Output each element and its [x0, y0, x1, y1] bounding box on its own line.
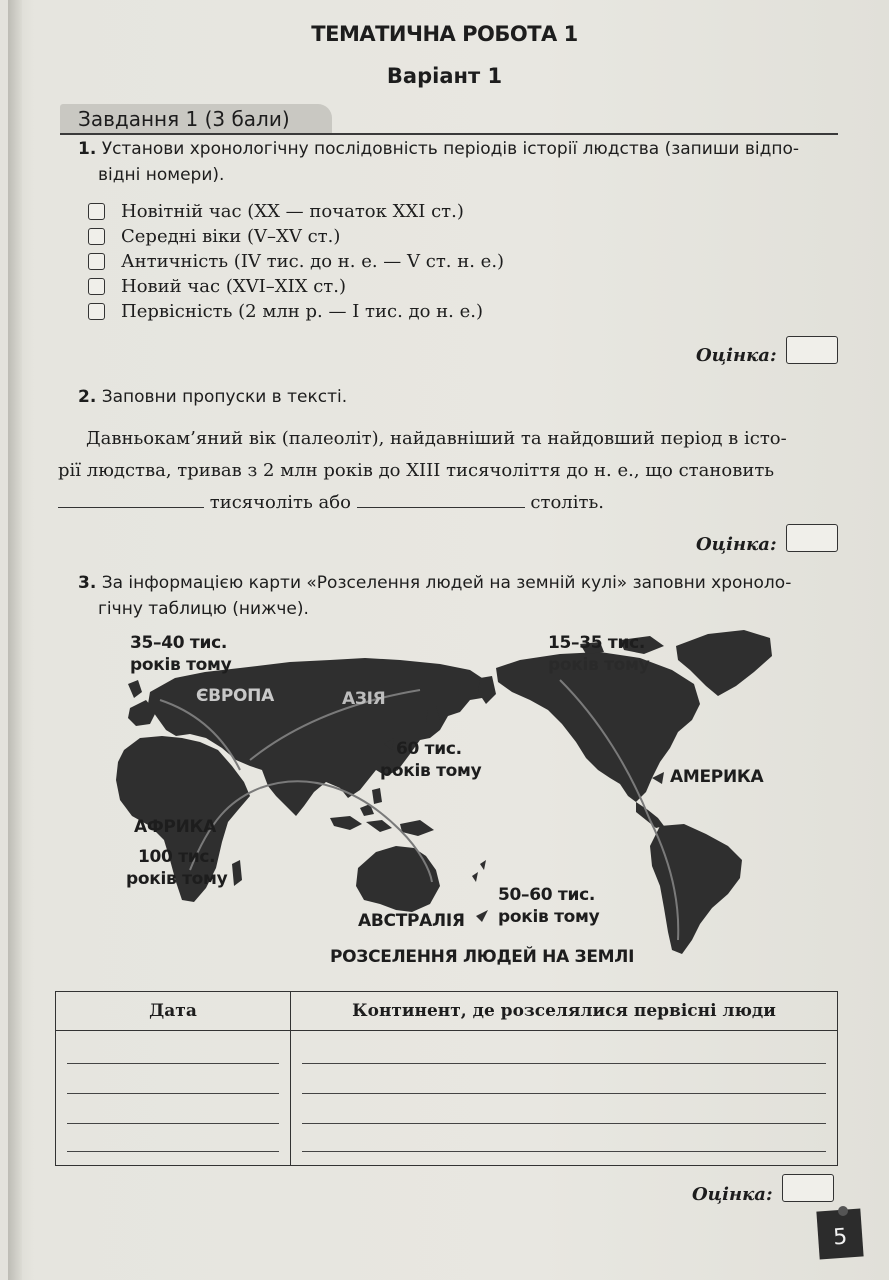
- continent-answer-lines[interactable]: [292, 1033, 836, 1163]
- question-1: [78, 136, 799, 163]
- answer-checkbox[interactable]: [88, 303, 105, 320]
- option-row[interactable]: [88, 224, 340, 249]
- date-cell[interactable]: [56, 1031, 291, 1166]
- answer-checkbox[interactable]: [88, 253, 105, 270]
- grade-label: Оцінка:: [696, 345, 777, 366]
- label-asia: АЗІЯ: [342, 689, 386, 709]
- new-zealand: [472, 860, 486, 882]
- question-2: [78, 384, 347, 411]
- page-title: ТЕМАТИЧНА РОБОТА 1: [311, 22, 578, 46]
- answer-line[interactable]: [67, 1093, 279, 1094]
- option-row[interactable]: [88, 249, 504, 274]
- continent-cell[interactable]: [291, 1031, 838, 1166]
- map-title: РОЗСЕЛЕННЯ ЛЮДЕЙ НА ЗЕМЛІ: [330, 947, 635, 967]
- chronology-table: [55, 991, 838, 1166]
- south-america-landmass: [650, 824, 742, 954]
- answer-line[interactable]: [302, 1093, 826, 1094]
- label-australia: АВСТРАЛІЯ: [358, 911, 465, 931]
- option-row[interactable]: [88, 299, 483, 324]
- answer-line[interactable]: [67, 1123, 279, 1124]
- column-header-date: Дата: [56, 992, 291, 1031]
- question-3: [78, 570, 791, 597]
- pin-icon: [838, 1206, 848, 1216]
- question-2-text: Заповни пропуски в тексті.: [101, 387, 348, 407]
- label-50-60-years: років тому: [498, 907, 600, 927]
- option-label: Новий час (XVI–XIX ст.): [121, 276, 347, 297]
- answer-checkbox[interactable]: [88, 203, 105, 220]
- option-label: Античність (IV тис. до н. е. — V ст. н. е.): [121, 251, 505, 272]
- question-1-text-line2: відні номери).: [98, 165, 225, 185]
- page-number: 5: [816, 1209, 863, 1260]
- grade-label: Оцінка:: [692, 1184, 773, 1205]
- grade-box[interactable]: [786, 524, 838, 552]
- option-label: Новітній час (XX — початок XXI ст.): [121, 201, 464, 222]
- label-15-35-years: років тому: [548, 655, 650, 675]
- label-60-years: років тому: [380, 761, 482, 781]
- australia-landmass: [356, 846, 440, 912]
- paragraph-line2: рії людства, тривав з 2 млн років до XIII тисячоліття до н. е., що становить: [58, 460, 775, 481]
- variant-label: Варіант 1: [386, 64, 503, 88]
- column-header-continent: Континент, де розселялися первісні люди: [291, 992, 838, 1031]
- central-america: [636, 802, 664, 828]
- label-15-35-thousand: 15–35 тис.: [548, 633, 646, 653]
- label-50-60-thousand: 50–60 тис.: [498, 885, 596, 905]
- label-35-40-years: років тому: [130, 655, 232, 675]
- fill-word-2: століть.: [530, 492, 604, 513]
- arrow-australia: [476, 910, 488, 922]
- table-header-row: [56, 992, 838, 1031]
- label-america: АМЕРИКА: [670, 767, 764, 787]
- answer-line[interactable]: [302, 1123, 826, 1124]
- land-masses: [116, 630, 772, 954]
- fill-blank-2[interactable]: [357, 489, 525, 508]
- label-africa: АФРИКА: [134, 817, 216, 837]
- answer-checkbox[interactable]: [88, 228, 105, 245]
- label-60-thousand: 60 тис.: [396, 739, 462, 759]
- question-3-text-line2: гічну таблицю (нижче).: [98, 599, 309, 619]
- question-3-number: 3.: [78, 573, 97, 593]
- answer-checkbox[interactable]: [88, 278, 105, 295]
- date-answer-lines[interactable]: [57, 1033, 289, 1163]
- new-guinea: [400, 820, 434, 836]
- fill-word-1: тисячоліть або: [209, 492, 351, 513]
- answer-line[interactable]: [67, 1063, 279, 1064]
- task-divider: [60, 133, 838, 135]
- label-35-40-thousand: 35–40 тис.: [130, 633, 228, 653]
- answer-line[interactable]: [302, 1151, 826, 1152]
- madagascar: [232, 860, 242, 886]
- option-label: Середні віки (V–XV ст.): [121, 226, 341, 247]
- grade-label: Оцінка:: [696, 534, 777, 555]
- question-1-number: 1.: [78, 139, 97, 159]
- table-body-row: [56, 1031, 838, 1166]
- option-row[interactable]: [88, 274, 346, 299]
- paragraph-line1: Давньокам’яний вік (палеоліт), найдавніший та найдовший період в істо-: [86, 428, 787, 449]
- label-europe: ЄВРОПА: [196, 686, 274, 706]
- option-row[interactable]: [88, 199, 464, 224]
- british-isles: [128, 680, 142, 698]
- question-2-number: 2.: [78, 387, 97, 407]
- indonesia-islands: [330, 788, 392, 832]
- grade-box[interactable]: [782, 1174, 834, 1202]
- task-header: Завдання 1 (3 бали): [60, 104, 332, 134]
- answer-line[interactable]: [302, 1063, 826, 1064]
- grade-box[interactable]: [786, 336, 838, 364]
- paragraph-line3: [58, 487, 604, 519]
- label-100-thousand: 100 тис.: [138, 847, 216, 867]
- question-1-text-line1: Установи хронологічну послідовність періодів історії людства (запиши відпо-: [101, 139, 799, 159]
- question-3-text-line1: За інформацією карти «Розселення людей на земній кулі» заповни хроноло-: [101, 573, 792, 593]
- option-label: Первісність (2 млн р. — I тис. до н. е.): [121, 301, 483, 322]
- answer-line[interactable]: [67, 1151, 279, 1152]
- label-100-years: років тому: [126, 869, 228, 889]
- kamchatka: [478, 676, 496, 704]
- fill-blank-1[interactable]: [58, 489, 204, 508]
